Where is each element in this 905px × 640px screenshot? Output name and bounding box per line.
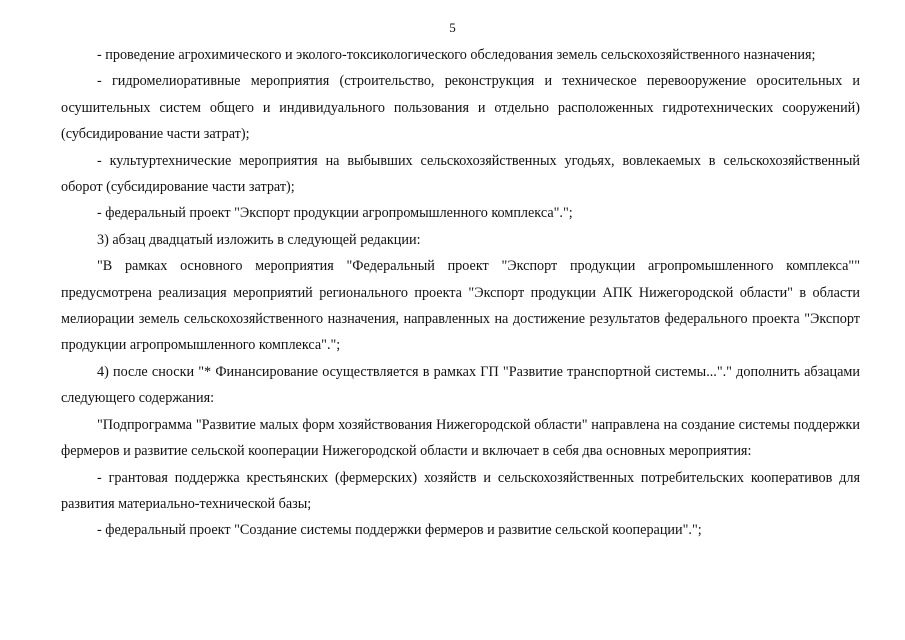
paragraph-cultural-technical: - культуртехнические мероприятия на выбывших сельскохозяйственных угодьях, вовлекаемых в сельскохозяйственный оборот (субсидирование части затрат); [61, 152, 860, 196]
paragraph-grant-support: - грантовая поддержка крестьянских (фермерских) хозяйств и сельскохозяйственных потребительских кооперативов для развития материально-технической базы; [61, 469, 860, 512]
paragraph-agrochemical-survey: - проведение агрохимического и эколого-токсикологического обследования земель сельскохозяйственного назначения; [97, 47, 816, 63]
paragraph-item-3: 3) абзац двадцатый изложить в следующей редакции: [97, 231, 421, 248]
paragraph-subprogram: "Подпрограмма "Развитие малых форм хозяйствования Нижегородской области" направлена на создание системы поддержки фермеров и развитие сельской кооперации Нижегородской области и включает в себя два основных мероприятия: [61, 416, 860, 460]
paragraph-hydro-melioration: - гидромелиоративные мероприятия (строительство, реконструкция и техническое перевооружение оросительных и осушительных систем общего и индивидуального пользования и отдельно расположенных гидротехнических сооружений) (субсидирование части затрат); [61, 73, 860, 143]
paragraph-item-4: 4) после сноски "* Финансирование осуществляется в рамках ГП "Развитие транспортной системы..."." дополнить абзацами следующего содержания: [61, 363, 860, 407]
page-number: 5 [449, 20, 456, 35]
paragraph-federal-farmers-project: - федеральный проект "Создание системы поддержки фермеров и развитие сельской кооперации"."; [97, 522, 702, 539]
document-body [61, 42, 860, 544]
paragraph-federal-export-project: - федеральный проект "Экспорт продукции агропромышленного комплекса"."; [97, 205, 573, 222]
paragraph-export-quote: "В рамках основного мероприятия "Федеральный проект "Экспорт продукции агропромышленного комплекса"" предусмотрена реализация мероприятий регионального проекта "Экспорт продукции АПК Нижегородской области" в области мелиорации земель сельскохозяйственного назначения, направленных на достижение результатов федерального проекта "Экспорт продукции агропромышленного комплекса"."; [61, 258, 860, 354]
